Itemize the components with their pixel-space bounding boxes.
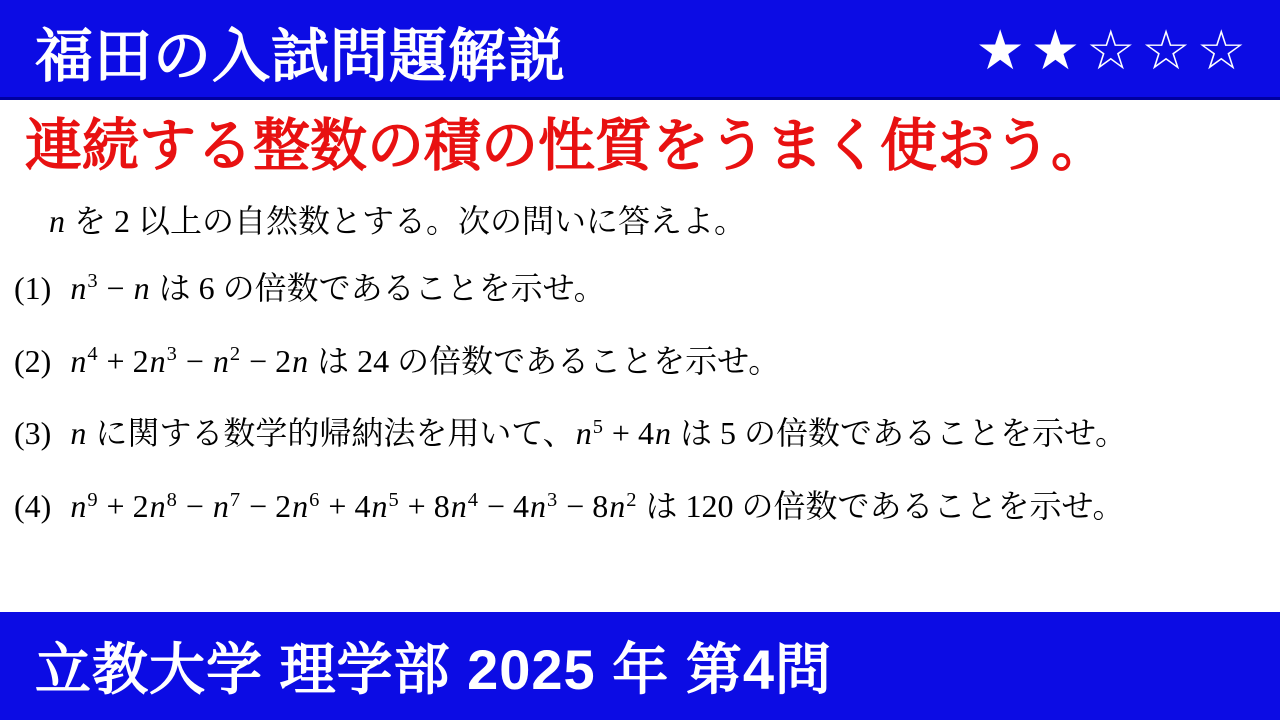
problem-item <box>14 484 1270 529</box>
math-variable: n <box>70 269 87 306</box>
problem-text: n に関する数学的帰納法を用いて、$n^5 + 4n$ は 5 の倍数であることを示せ。 <box>70 415 1128 452</box>
bottom-banner <box>0 612 1280 720</box>
math-variable: n <box>149 342 166 379</box>
math-variable: n <box>292 488 309 525</box>
problem-statement <box>14 185 1270 529</box>
headline: 連続する整数の積の性質をうまく使おう。 <box>25 114 1108 178</box>
problem-label: (2) <box>14 342 52 379</box>
problem-item <box>14 266 1270 311</box>
math-variable: n <box>450 488 467 525</box>
exam-source: 立教大学 理学部 2025 年 第4問 <box>35 638 832 701</box>
math-variable: n <box>654 415 671 452</box>
math-variable: n <box>70 342 87 379</box>
math-variable: n <box>70 488 87 525</box>
math-variable: n <box>371 488 388 525</box>
problem-intro: n を 2 以上の自然数とする。次の問いに答えよ。 <box>49 203 747 239</box>
difficulty-stars-icon: ★★☆☆☆ <box>975 18 1252 81</box>
problem-item <box>14 339 1270 384</box>
problem-text: $n^3 - n$ は 6 の倍数であることを示せ。 <box>70 269 606 306</box>
problem-text: $n^4 + 2n^3 - n^2 - 2n$ は 24 の倍数であることを示せ。 <box>70 342 781 379</box>
math-variable: n <box>133 269 150 306</box>
top-banner <box>0 0 1280 100</box>
problem-label: (1) <box>14 269 52 306</box>
math-variable: n <box>212 342 229 379</box>
math-variable: n <box>292 342 309 379</box>
problem-item <box>14 411 1270 456</box>
math-variable: n <box>49 203 65 239</box>
problem-label: (3) <box>14 415 52 452</box>
math-variable: n <box>70 415 87 452</box>
problem-list <box>14 266 1270 529</box>
math-variable: n <box>609 488 626 525</box>
math-variable: n <box>530 488 546 525</box>
problem-label: (4) <box>14 488 52 525</box>
channel-title: 福田の入試問題解説 <box>35 23 567 89</box>
math-variable: n <box>575 415 592 452</box>
problem-text: $n^9 + 2n^8 - n^7 - 2n^6 + 4n^5 + 8n^4 - 4n^3 - 8n^2$ は 120 の倍数であることを示せ。 <box>70 488 1125 525</box>
math-variable: n <box>212 488 229 525</box>
math-variable: n <box>149 488 166 525</box>
